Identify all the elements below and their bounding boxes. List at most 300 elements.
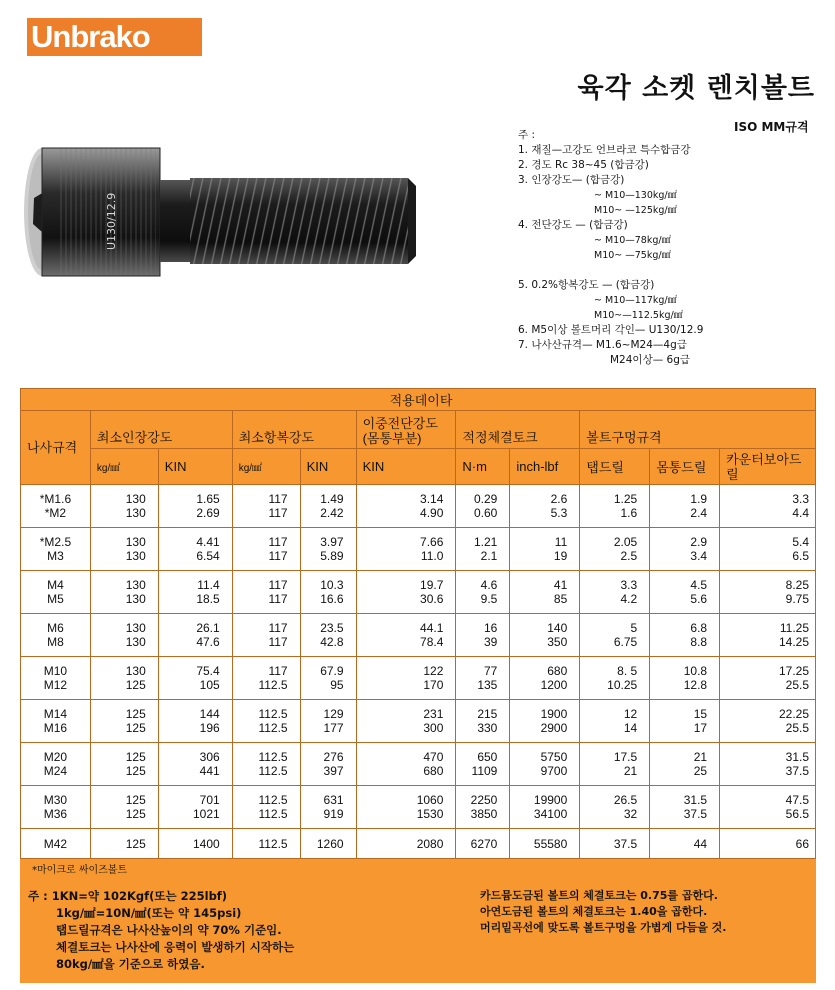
cell-ib: [510, 571, 580, 614]
cell-value: 117: [268, 621, 288, 635]
cell-tk: [90, 571, 158, 614]
unit-counterbore: 카운터보아드 릴: [720, 449, 816, 485]
cell-value: 1.49: [320, 492, 344, 506]
cell-value: 300: [423, 721, 444, 735]
cell-value: 231: [423, 707, 444, 721]
cell-value: 26.5: [613, 793, 638, 807]
cell-ykin: [300, 614, 356, 657]
cell-value: 112.5: [258, 807, 288, 821]
cell-value: 144: [199, 707, 220, 721]
unit-body-drill: 몸통드릴: [650, 449, 720, 485]
cell-cb: [720, 786, 816, 829]
note-3b: M10~ —125kg/㎟: [594, 205, 678, 216]
cell-dkin: [356, 485, 456, 528]
cell-value: 2.69: [196, 506, 220, 520]
cell-value: 26.1: [196, 621, 220, 635]
cell-value: 37.5: [613, 836, 638, 851]
cell-value: 5.89: [320, 549, 344, 563]
cell-tkin: [158, 700, 232, 743]
header-torque: 적정체결토크: [456, 411, 580, 449]
cell-tk: [90, 829, 158, 859]
data-panel: [20, 388, 816, 983]
cell-value: 15: [693, 707, 708, 721]
cell-value: 125: [125, 707, 146, 721]
cell-tap: [580, 786, 650, 829]
footnote-r1: 카드뮴도금된 볼트의 체결토크는 0.75를 곱한다.: [480, 889, 718, 902]
cell-value: 4.6: [480, 578, 498, 592]
cell-cb: [720, 614, 816, 657]
cell-size: [21, 485, 91, 528]
cell-tk: [90, 528, 158, 571]
cell-tap: [580, 485, 650, 528]
cell-value: 55580: [533, 836, 568, 851]
note-4: 4. 전단강도 — (합금강): [518, 219, 628, 231]
cell-size: [21, 614, 91, 657]
footnote-l3: 탭드릴규격은 나사산높이의 약 70% 기준임.: [56, 923, 282, 937]
cell-value: 39: [483, 635, 498, 649]
data-table: [20, 388, 816, 859]
cell-value: 66: [795, 836, 809, 851]
cell-value: 117: [268, 635, 288, 649]
cell-ykin: [300, 786, 356, 829]
cell-value: 34100: [533, 807, 568, 821]
cell-value: 5.6: [690, 592, 708, 606]
header-size: 나사규격: [21, 411, 91, 485]
note-7: 7. 나사산규격— M1.6~M24—4g급: [518, 339, 687, 351]
cell-value: M4: [47, 578, 64, 592]
cell-value: 3.97: [320, 535, 344, 549]
cell-value: 2.05: [613, 535, 638, 549]
cell-size: [21, 657, 91, 700]
cell-value: 4.4: [792, 506, 809, 520]
cell-value: 11.0: [420, 549, 444, 563]
cell-yk: [232, 657, 300, 700]
cell-value: 10.25: [607, 678, 638, 692]
cell-value: 125: [125, 721, 146, 735]
cell-value: M36: [43, 807, 68, 821]
table-row: [21, 614, 816, 657]
cell-value: 16.6: [320, 592, 344, 606]
brand-logo: Unbrako: [27, 18, 202, 56]
cell-value: 6.75: [613, 635, 638, 649]
cell-value: 42.8: [320, 635, 344, 649]
cell-value: 7.66: [420, 535, 444, 549]
cell-tkin: [158, 786, 232, 829]
unit-tensile-kgmm: kg/㎟: [90, 449, 158, 485]
footnote-l2: 1kg/㎟=10N/㎟(또는 약 145psi): [56, 906, 242, 920]
cell-ykin: [300, 657, 356, 700]
cell-ykin: [300, 571, 356, 614]
cell-bd: [650, 657, 720, 700]
cell-value: 2.42: [320, 506, 344, 520]
cell-value: 19900: [533, 793, 568, 807]
cell-value: 5.4: [792, 535, 809, 549]
cell-value: M30: [43, 793, 68, 807]
note-5a: ~ M10—117kg/㎟: [594, 295, 678, 306]
cell-value: 125: [125, 836, 146, 851]
cell-tkin: [158, 743, 232, 786]
cell-cb: [720, 528, 816, 571]
cell-value: 14: [623, 721, 638, 735]
header-yield: 최소항복강도: [232, 411, 356, 449]
cell-ykin: [300, 528, 356, 571]
note-4a: ~ M10—78kg/㎟: [594, 235, 672, 246]
cell-value: 215: [477, 707, 498, 721]
cell-value: 9.5: [480, 592, 498, 606]
footnote-l1: 주 : 1KN=약 102Kgf(또는 225lbf): [28, 889, 228, 903]
cell-nm: [456, 614, 510, 657]
cell-value: 306: [199, 750, 220, 764]
header-shear: 이중전단강도 (몸통부분): [356, 411, 456, 449]
cell-ykin: [300, 743, 356, 786]
unit-tap-drill: 탭드릴: [580, 449, 650, 485]
cell-value: 130: [125, 578, 146, 592]
cell-value: 3.4: [690, 549, 708, 563]
cell-value: 8.25: [785, 578, 809, 592]
cell-value: 3.3: [620, 578, 638, 592]
cell-yk: [232, 786, 300, 829]
note-7a: M24이상— 6g급: [610, 354, 691, 366]
cell-value: M14: [43, 707, 68, 721]
cell-bd: [650, 786, 720, 829]
cell-value: 650: [477, 750, 498, 764]
cell-yk: [232, 700, 300, 743]
cell-cb: [720, 829, 816, 859]
cell-tap: [580, 829, 650, 859]
cell-value: 330: [477, 721, 498, 735]
bolt-image: [20, 140, 420, 300]
cell-value: 5750: [540, 750, 568, 764]
table-row: [21, 528, 816, 571]
cell-value: 2.1: [480, 549, 498, 563]
cell-tap: [580, 743, 650, 786]
cell-bd: [650, 700, 720, 743]
cell-value: 31.5: [785, 750, 809, 764]
cell-ykin: [300, 700, 356, 743]
cell-size: [21, 786, 91, 829]
cell-value: 16: [483, 621, 498, 635]
cell-value: 8.8: [690, 635, 708, 649]
cell-value: 125: [125, 678, 146, 692]
cell-value: 117: [268, 535, 288, 549]
cell-tkin: [158, 614, 232, 657]
cell-value: M3: [47, 549, 64, 563]
cell-bd: [650, 743, 720, 786]
cell-value: 130: [125, 635, 146, 649]
cell-value: 130: [125, 535, 146, 549]
cell-value: 12: [623, 707, 638, 721]
cell-tap: [580, 614, 650, 657]
cell-dkin: [356, 571, 456, 614]
cell-value: 17.5: [613, 750, 638, 764]
cell-value: 19: [553, 549, 568, 563]
cell-nm: [456, 571, 510, 614]
cell-tk: [90, 743, 158, 786]
cell-value: 25: [693, 764, 708, 778]
cell-value: 276: [323, 750, 344, 764]
cell-size: [21, 700, 91, 743]
cell-value: 11.4: [197, 578, 220, 592]
note-1: 1. 재질—고강도 언브라코 특수합금강: [518, 144, 691, 156]
cell-value: 4.5: [690, 578, 708, 592]
cell-value: 47.5: [785, 793, 809, 807]
cell-value: 112.5: [258, 721, 288, 735]
cell-value: 67.9: [320, 664, 344, 678]
cell-value: 10.8: [683, 664, 708, 678]
unit-torque-inlb: inch-lbf: [510, 449, 580, 485]
cell-value: 95: [330, 678, 344, 692]
cell-value: 3.14: [420, 492, 444, 506]
cell-value: 117: [268, 592, 288, 606]
note-3a: ~ M10—130kg/㎟: [594, 190, 678, 201]
cell-yk: [232, 528, 300, 571]
note-5b: M10~—112.5kg/㎟: [594, 310, 684, 321]
cell-value: 1400: [192, 836, 220, 851]
cell-value: 1.9: [690, 492, 708, 506]
cell-cb: [720, 485, 816, 528]
cell-value: 78.4: [420, 635, 444, 649]
table-row: [21, 485, 816, 528]
cell-value: 1200: [540, 678, 568, 692]
cell-value: 177: [323, 721, 344, 735]
cell-value: 2250: [470, 793, 498, 807]
cell-value: 1109: [471, 764, 498, 778]
cell-value: 4.90: [420, 506, 444, 520]
cell-value: *M2: [44, 506, 67, 520]
cell-value: 125: [125, 750, 146, 764]
cell-ib: [510, 614, 580, 657]
cell-value: 4.41: [196, 535, 220, 549]
cell-value: 470: [423, 750, 444, 764]
cell-value: 47.6: [196, 635, 220, 649]
table-row: [21, 786, 816, 829]
cell-ib: [510, 829, 580, 859]
cell-value: 25.5: [785, 721, 809, 735]
spec-label: ISO MM규격: [734, 120, 809, 134]
notes-block: [518, 128, 703, 368]
cell-bd: [650, 528, 720, 571]
cell-value: M5: [47, 592, 64, 606]
cell-tk: [90, 700, 158, 743]
unit-tensile-kin: KIN: [158, 449, 232, 485]
cell-value: 117: [268, 492, 288, 506]
table-row: [21, 657, 816, 700]
table-row: [21, 743, 816, 786]
cell-tkin: [158, 571, 232, 614]
cell-value: 1260: [316, 836, 344, 851]
cell-value: M8: [47, 635, 64, 649]
cell-value: 397: [323, 764, 344, 778]
cell-value: *M2.5: [39, 535, 72, 549]
cell-value: 112.5: [258, 836, 288, 851]
footnotes-left: [28, 888, 294, 973]
cell-value: M42: [43, 836, 68, 851]
cell-value: 17: [693, 721, 708, 735]
cell-value: 112.5: [258, 764, 288, 778]
table-caption: 적용데이타: [21, 389, 816, 411]
cell-cb: [720, 657, 816, 700]
cell-size: [21, 743, 91, 786]
cell-value: 919: [323, 807, 344, 821]
cell-value: 117: [268, 664, 288, 678]
cell-value: 112.5: [258, 793, 288, 807]
cell-bd: [650, 829, 720, 859]
cell-tap: [580, 571, 650, 614]
unit-yield-kin: KIN: [300, 449, 356, 485]
note-4b: M10~ —75kg/㎟: [594, 250, 672, 261]
cell-value: 17.25: [778, 664, 809, 678]
cell-bd: [650, 614, 720, 657]
cell-bd: [650, 571, 720, 614]
cell-value: 1900: [540, 707, 568, 721]
footnote-l5: 80kg/㎟을 기준으로 하였음.: [56, 957, 205, 971]
cell-value: 680: [547, 664, 568, 678]
cell-cb: [720, 571, 816, 614]
cell-value: 130: [125, 592, 146, 606]
cell-ykin: [300, 485, 356, 528]
cell-value: 117: [268, 549, 288, 563]
cell-value: 0.60: [473, 506, 498, 520]
cell-value: 2.9: [690, 535, 708, 549]
cell-value: 6.54: [196, 549, 220, 563]
cell-value: 56.5: [785, 807, 809, 821]
cell-dkin: [356, 829, 456, 859]
cell-tap: [580, 528, 650, 571]
cell-value: 4.2: [620, 592, 638, 606]
cell-value: 6.5: [792, 549, 809, 563]
cell-ib: [510, 786, 580, 829]
cell-value: 9.75: [785, 592, 809, 606]
cell-value: M10: [43, 664, 68, 678]
cell-size: [21, 571, 91, 614]
cell-tap: [580, 657, 650, 700]
cell-value: 6.8: [690, 621, 708, 635]
table-row: [21, 571, 816, 614]
cell-value: 117: [268, 578, 288, 592]
cell-value: 21: [623, 764, 638, 778]
table-row: [21, 700, 816, 743]
cell-tap: [580, 700, 650, 743]
cell-value: 75.4: [196, 664, 220, 678]
cell-value: M16: [43, 721, 68, 735]
cell-ib: [510, 657, 580, 700]
cell-yk: [232, 743, 300, 786]
cell-yk: [232, 829, 300, 859]
cell-value: 1.21: [473, 535, 498, 549]
cell-value: 41: [553, 578, 568, 592]
cell-value: 0.29: [473, 492, 498, 506]
cell-dkin: [356, 528, 456, 571]
cell-value: 14.25: [778, 635, 809, 649]
cell-value: 701: [199, 793, 220, 807]
cell-ib: [510, 485, 580, 528]
cell-value: 21: [693, 750, 708, 764]
cell-value: 2900: [540, 721, 568, 735]
cell-value: 44.1: [420, 621, 444, 635]
cell-value: 130: [125, 506, 146, 520]
cell-value: 5: [630, 621, 638, 635]
cell-value: 18.5: [196, 592, 220, 606]
cell-cb: [720, 743, 816, 786]
cell-nm: [456, 485, 510, 528]
cell-nm: [456, 700, 510, 743]
cell-value: 112.5: [258, 678, 288, 692]
cell-value: 32: [623, 807, 638, 821]
cell-value: 140: [547, 621, 568, 635]
note-6: 6. M5이상 볼트머리 각인— U130/12.9: [518, 324, 704, 336]
cell-value: 11: [554, 535, 568, 549]
cell-dkin: [356, 657, 456, 700]
cell-bd: [650, 485, 720, 528]
cell-dkin: [356, 614, 456, 657]
cell-dkin: [356, 700, 456, 743]
cell-value: *M1.6: [39, 492, 72, 506]
footnote-r2: 아연도금된 볼트의 체결토크는 1.40을 곱한다.: [480, 905, 708, 918]
cell-value: 85: [553, 592, 568, 606]
cell-ib: [510, 528, 580, 571]
cell-value: M24: [43, 764, 68, 778]
cell-ib: [510, 743, 580, 786]
cell-value: 631: [323, 793, 344, 807]
cell-value: 44: [693, 836, 708, 851]
cell-value: 9700: [540, 764, 568, 778]
cell-value: 125: [125, 807, 146, 821]
cell-value: 122: [423, 664, 444, 678]
cell-value: 105: [199, 678, 220, 692]
footnote-r3: 머리밑곡선에 맞도록 볼트구멍을 가볍게 다듬을 것.: [480, 921, 727, 934]
cell-yk: [232, 614, 300, 657]
cell-value: 129: [323, 707, 344, 721]
cell-yk: [232, 485, 300, 528]
head-marking: U130/12.9: [105, 192, 118, 250]
cell-value: 117: [268, 506, 288, 520]
cell-value: 1021: [192, 807, 220, 821]
note-3: 3. 인장강도— (합금강): [518, 174, 625, 186]
cell-ib: [510, 700, 580, 743]
unit-shear-kin: KIN: [356, 449, 456, 485]
cell-value: 112.5: [258, 750, 288, 764]
cell-cb: [720, 700, 816, 743]
cell-tkin: [158, 829, 232, 859]
cell-value: 22.25: [778, 707, 809, 721]
cell-size: [21, 528, 91, 571]
cell-value: 130: [125, 664, 146, 678]
cell-dkin: [356, 743, 456, 786]
cell-value: 3.3: [792, 492, 809, 506]
cell-value: 37.5: [683, 807, 708, 821]
table-row: [21, 829, 816, 859]
cell-value: 680: [423, 764, 444, 778]
cell-value: 196: [199, 721, 220, 735]
cell-value: M6: [47, 621, 64, 635]
cell-tk: [90, 485, 158, 528]
cell-value: 130: [125, 549, 146, 563]
cell-tkin: [158, 657, 232, 700]
cell-value: 19.7: [420, 578, 444, 592]
cell-value: 23.5: [320, 621, 344, 635]
cell-value: 135: [477, 678, 498, 692]
unit-torque-nm: N·m: [456, 449, 510, 485]
cell-value: 25.5: [785, 678, 809, 692]
micro-size-note: *마이크로 싸이즈볼트: [32, 865, 128, 876]
page-title: 육각 소켓 렌치볼트: [577, 73, 815, 104]
footnotes-right: [480, 888, 726, 936]
footnote-l4: 체결토크는 나사산에 응력이 발생하기 시작하는: [56, 940, 295, 954]
cell-value: 3850: [470, 807, 498, 821]
note-2: 2. 경도 Rc 38~45 (합금강): [518, 159, 649, 171]
cell-value: 1.6: [620, 506, 638, 520]
header-tensile: 최소인장강도: [90, 411, 232, 449]
